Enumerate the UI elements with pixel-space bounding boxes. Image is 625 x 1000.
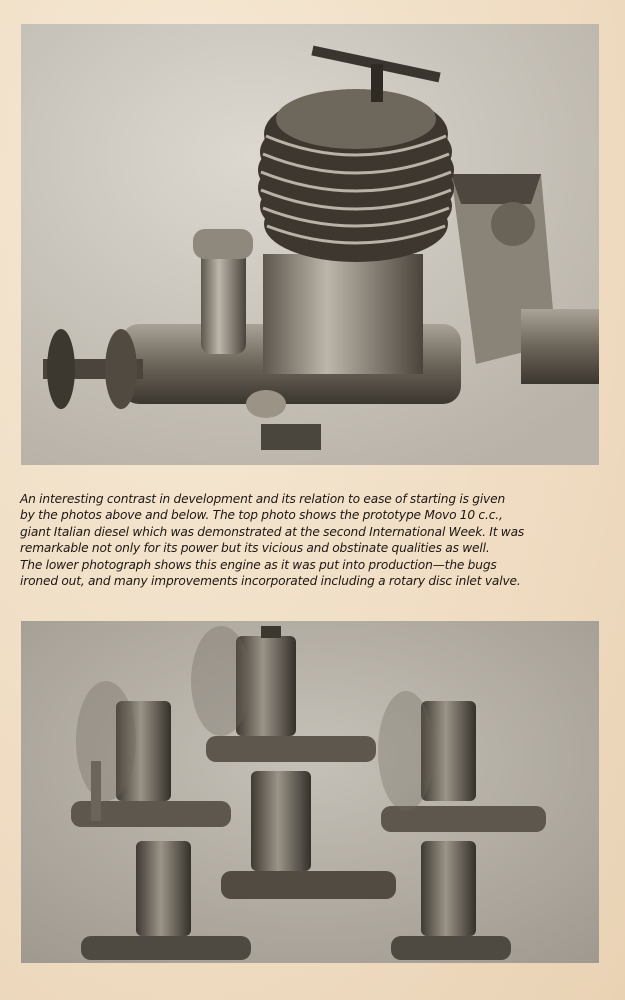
prototype-engine-photo — [21, 24, 599, 465]
caption-line: remarkable not only for its power but its vicious and obstinate qualities as well. — [20, 541, 490, 556]
caption-line: ironed out, and many improvements incorporated including a rotary disc inlet valve. — [20, 574, 521, 589]
caption-line: The lower photograph shows this engine as it was put into production—the bugs — [20, 557, 497, 572]
production-engines-photo — [21, 621, 599, 963]
caption-line: An interesting contrast in development and its relation to ease of starting is given — [20, 492, 506, 506]
caption-line: giant Italian diesel which was demonstrated at the second International Week. It was — [20, 524, 525, 539]
photo-caption — [20, 491, 604, 589]
caption-line: by the photos above and below. The top photo shows the prototype Movo 10 c.c., — [20, 508, 503, 523]
